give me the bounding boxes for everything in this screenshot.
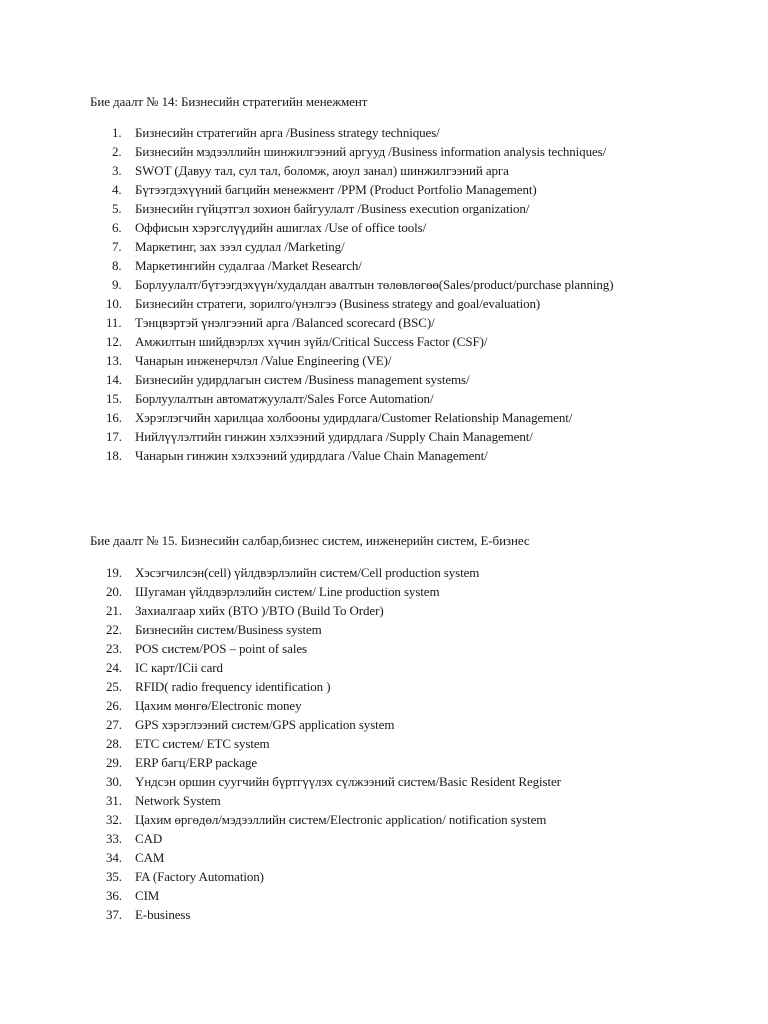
item-number: 29.	[106, 755, 122, 770]
list-item	[0, 446, 768, 465]
list-item	[0, 237, 768, 256]
item-text: Үндсэн оршин суугчийн бүртгүүлэх сүлжээний систем/Basic Resident Register	[135, 774, 561, 789]
item-number: 24.	[106, 660, 122, 675]
list-item	[0, 867, 768, 886]
list-item	[0, 142, 768, 161]
item-number: 23.	[106, 641, 122, 656]
item-text: CAM	[135, 850, 165, 865]
item-text: Бизнесийн гүйцэтгэл зохион байгуулалт /Business execution organization/	[135, 201, 530, 216]
item-text: Амжилтын шийдвэрлэх хүчин зүйл/Critical Success Factor (CSF)/	[135, 334, 488, 349]
topic-list-15	[0, 563, 768, 924]
item-number: 6.	[112, 220, 122, 235]
list-item	[0, 753, 768, 772]
list-item	[0, 734, 768, 753]
item-number: 13.	[106, 353, 122, 368]
item-number: 17.	[106, 429, 122, 444]
list-item	[0, 294, 768, 313]
item-number: 26.	[106, 698, 122, 713]
item-text: Маркетингийн судалгаа /Market Research/	[135, 258, 362, 273]
item-text: POS систем/POS – point of sales	[135, 641, 307, 656]
item-number: 35.	[106, 869, 122, 884]
list-item	[0, 829, 768, 848]
item-text: CAD	[135, 831, 163, 846]
item-number: 12.	[106, 334, 122, 349]
list-item	[0, 886, 768, 905]
list-item	[0, 639, 768, 658]
item-text: CIM	[135, 888, 160, 903]
list-item	[0, 389, 768, 408]
list-item	[0, 161, 768, 180]
item-number: 34.	[106, 850, 122, 865]
topic-list-14	[0, 123, 768, 465]
item-number: 18.	[106, 448, 122, 463]
item-number: 5.	[112, 201, 122, 216]
item-number: 33.	[106, 831, 122, 846]
item-text: Шугаман үйлдвэрлэлийн систем/ Line production system	[135, 584, 440, 599]
item-number: 30.	[106, 774, 122, 789]
item-text: Чанарын гинжин хэлхээний удирдлага /Value Chain Management/	[135, 448, 488, 463]
item-number: 10.	[106, 296, 122, 311]
item-number: 32.	[106, 812, 122, 827]
item-text: Нийлүүлэлтийн гинжин хэлхээний удирдлага /Supply Chain Management/	[135, 429, 533, 444]
list-item	[0, 601, 768, 620]
item-number: 21.	[106, 603, 122, 618]
list-item	[0, 696, 768, 715]
item-number: 27.	[106, 717, 122, 732]
item-text: Цахим өргөдөл/мэдээллийн систем/Electronic application/ notification system	[135, 812, 547, 827]
list-item	[0, 180, 768, 199]
list-item	[0, 772, 768, 791]
item-text: Захиалгаар хийх (BTO )/BTO (Build To Order)	[135, 603, 384, 618]
item-number: 20.	[106, 584, 122, 599]
item-text: Оффисын хэрэгслүүдийн ашиглах /Use of office tools/	[135, 220, 427, 235]
item-text: RFID( radio frequency identification )	[135, 679, 331, 694]
item-number: 22.	[106, 622, 122, 637]
list-item	[0, 658, 768, 677]
item-text: Бизнесийн стратегийн арга /Business strategy techniques/	[135, 125, 440, 140]
item-text: Чанарын инженерчлэл /Value Engineering (VE)/	[135, 353, 392, 368]
item-text: Бизнесийн удирдлагын систем /Business management systems/	[135, 372, 470, 387]
list-item	[0, 810, 768, 829]
item-number: 14.	[106, 372, 122, 387]
item-text: Маркетинг, зах зээл судлал /Marketing/	[135, 239, 345, 254]
item-number: 3.	[112, 163, 122, 178]
list-item	[0, 275, 768, 294]
item-text: Network System	[135, 793, 221, 808]
item-number: 2.	[112, 144, 122, 159]
item-text: Хэсэгчилсэн(cell) үйлдвэрлэлийн систем/Cell production system	[135, 565, 480, 580]
item-number: 11.	[106, 315, 122, 330]
item-number: 9.	[112, 277, 122, 292]
item-number: 15.	[106, 391, 122, 406]
item-text: Борлуулалт/бүтээгдэхүүн/худалдан авалтын төлөвлөгөө(Sales/product/purchase planning)	[135, 277, 614, 292]
list-item	[0, 905, 768, 924]
item-text: Цахим мөнгө/Electronic money	[135, 698, 302, 713]
item-text: Бизнесийн систем/Business system	[135, 622, 322, 637]
item-text: Хэрэглэгчийн харилцаа холбооны удирдлага/Customer Relationship Management/	[135, 410, 573, 425]
section-heading-14: Бие даалт № 14: Бизнесийн стратегийн менежмент	[90, 94, 368, 109]
item-text: Тэнцвэртэй үнэлгээний арга /Balanced scorecard (BSC)/	[135, 315, 435, 330]
list-item	[0, 563, 768, 582]
list-item	[0, 408, 768, 427]
list-item	[0, 332, 768, 351]
item-text: ERP багц/ERP package	[135, 755, 258, 770]
item-number: 31.	[106, 793, 122, 808]
item-text: ETC систем/ ETC system	[135, 736, 270, 751]
item-text: GPS хэрэглээний систем/GPS application system	[135, 717, 395, 732]
list-item	[0, 715, 768, 734]
item-number: 7.	[112, 239, 122, 254]
item-number: 4.	[112, 182, 122, 197]
item-text: Бүтээгдэхүүний багцийн менежмент /PPM (Product Portfolio Management)	[135, 182, 537, 197]
item-text: FA (Factory Automation)	[135, 869, 264, 884]
list-item	[0, 791, 768, 810]
list-item	[0, 370, 768, 389]
section-heading-15: Бие даалт № 15. Бизнесийн салбар,бизнес систем, инженерийн систем, E-бизнес	[90, 533, 530, 548]
item-text: Борлуулалтын автоматжуулалт/Sales Force Automation/	[135, 391, 434, 406]
item-text: E-business	[135, 907, 191, 922]
list-item	[0, 199, 768, 218]
item-number: 25.	[106, 679, 122, 694]
list-item	[0, 620, 768, 639]
list-item	[0, 123, 768, 142]
item-number: 37.	[106, 907, 122, 922]
item-text: Бизнесийн стратеги, зорилго/үнэлгээ (Business strategy and goal/evaluation)	[135, 296, 541, 311]
list-item	[0, 427, 768, 446]
list-item	[0, 848, 768, 867]
list-item	[0, 218, 768, 237]
item-number: 19.	[106, 565, 122, 580]
item-number: 8.	[112, 258, 122, 273]
item-text: SWOT (Давуу тал, сул тал, боломж, аюул занал) шинжилгээний арга	[135, 163, 509, 178]
list-item	[0, 313, 768, 332]
list-item	[0, 256, 768, 275]
item-number: 16.	[106, 410, 122, 425]
item-number: 36.	[106, 888, 122, 903]
item-number: 28.	[106, 736, 122, 751]
list-item	[0, 351, 768, 370]
item-text: IC карт/ICii card	[135, 660, 223, 675]
list-item	[0, 582, 768, 601]
list-item	[0, 677, 768, 696]
item-text: Бизнесийн мэдээллийн шинжилгээний аргууд /Business information analysis techniques/	[135, 144, 607, 159]
item-number: 1.	[112, 125, 122, 140]
